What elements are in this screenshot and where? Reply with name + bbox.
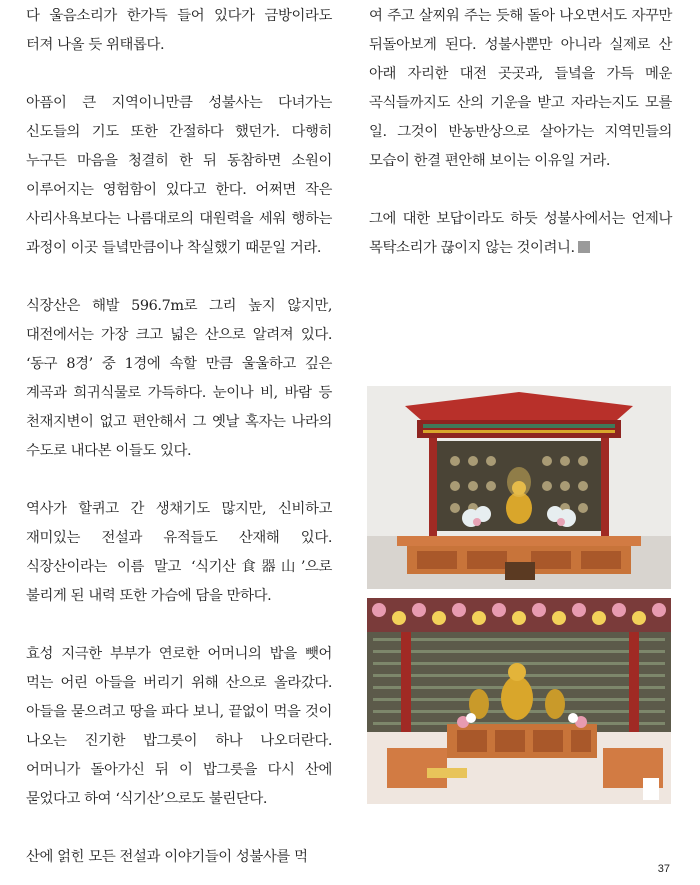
right-column (369, 0, 672, 263)
paragraph: 다 울음소리가 한가득 들어 있다가 금방이라도 터져 나올 듯 위태롭다. (26, 8, 332, 53)
paragraph: 식장산은 해발 596.7m로 그리 높지 않지만, 대전에서는 가장 크고 넓은 산으로 알려져 있다. ‘동구 8경’ 중 1경에 속할 만큼 울울하고 깊은 계곡과 희귀식물로 가득하다. 눈이나 비, 바람 등 천재지변이 없고 편안해서 그 옛날 혹자는 나라의 수도로 내다본 이들도 있다. (26, 298, 332, 459)
paragraph-with-end-mark (369, 205, 672, 263)
altar-photo-top (367, 386, 671, 589)
paragraph: 효성 지극한 부부가 연로한 어머니의 밥을 뺏어 먹는 어린 아들을 버리기 위해 산으로 올라갔다. 아들을 묻으려고 땅을 파다 보니, 끝없이 먹을 것이 나오는 진기한 밥그릇이 하나 나오더란다. 어머니가 돌아가신 뒤 이 밥그릇을 다시 산에 묻었다고 하여 ‘식기산’으로도 불린단다. (26, 646, 332, 807)
altar-photo-bottom (367, 598, 671, 804)
paragraph: 산에 얽힌 모든 전설과 이야기들이 성불사를 먹 (26, 849, 308, 865)
end-mark-icon (578, 241, 590, 253)
paragraph: 여 주고 살찌워 주는 듯해 돌아 나오면서도 자꾸만 뒤돌아보게 된다. 성불사뿐만 아니라 실제로 산 아래 자리한 대전 곳곳과, 들녘을 가득 메운 곡식들까지도 산의 기운을 받고 자라는지도 모를 일. 그것이 반농반상으로 살아가는 지역민들의 모습이 한결 편안해 보이는 이유일 거라. (369, 8, 672, 169)
page-number: 37 (657, 863, 670, 875)
left-column (26, 0, 332, 872)
paragraph-text: 그에 대한 보답이라도 하듯 성불사에서는 언제나 목탁소리가 끊이지 않는 것이려니. (369, 211, 672, 256)
paragraph: 역사가 할퀴고 간 생채기도 많지만, 신비하고 재미있는 전설과 유적들도 산재해 있다. 식장산이라는 이름 말고 ‘식기산食器山’으로 불리게 된 내력 또한 가슴에 담을 만하다. (26, 501, 332, 604)
paragraph: 아픔이 큰 지역이니만큼 성불사는 다녀가는 신도들의 기도 또한 간절하다 했던가. 다행히 누구든 마음을 청결히 한 뒤 동참하면 소원이 이루어지는 영험함이 있다고 한다. 어쩌면 작은 사리사욕보다는 나름대로의 대원력을 세워 행하는 과정이 이곳 들녘만큼이나 착실했기 때문일 거라. (26, 95, 332, 256)
